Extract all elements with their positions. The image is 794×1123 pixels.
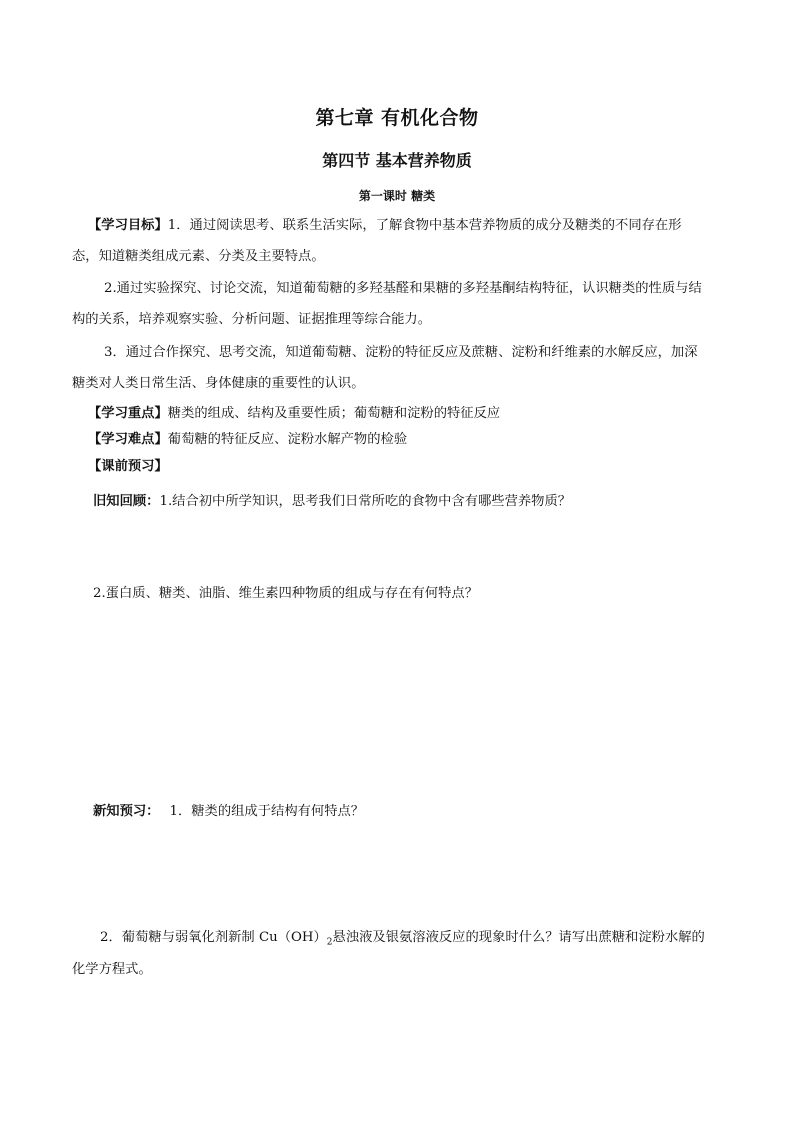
goals-line-4: 构的关系，培养观察实验、分析问题、证据推理等综合能力。: [72, 312, 432, 327]
goals-line-3: 2.通过实验探究、讨论交流，知道葡萄糖的多羟基醛和果糖的多羟基酮结构特征，认识糖类的性质与结: [104, 281, 702, 296]
key-points: 【学习重点】糖类的组成、结构及重要性质；葡萄糖和淀粉的特征反应: [88, 406, 501, 421]
preview-label: 【课前预习】: [88, 459, 168, 474]
difficulties: 【学习难点】葡萄糖的特征反应、淀粉水解产物的检验: [88, 432, 408, 447]
new-preview-label: 新知预习：: [93, 804, 160, 819]
goals-line-1: 【学习目标】1．通过阅读思考、联系生活实际，了解食物中基本营养物质的成分及糖类的不同存在形: [88, 218, 682, 233]
goals-line-2: 态，知道糖类组成元素、分类及主要特点。: [72, 249, 325, 264]
key-points-label: 【学习重点】: [88, 406, 168, 421]
new-preview-question-2: 2．葡萄糖与弱氧化剂新制 $Cu(OH)_2$悬浊液及银氨溶液反应的现象时什么？请写出蔗糖和淀粉水解的: [100, 930, 705, 948]
difficulties-label: 【学习难点】: [88, 432, 168, 447]
new-preview-question-2-cont: 化学方程式。: [72, 962, 152, 977]
section-title: 第四节 基本营养物质: [322, 151, 472, 170]
new-preview-question-1: 新知预习： 1．糖类的组成于结构有何特点？: [93, 804, 365, 819]
review-question-1: 旧知回顾：1.结合初中所学知识，思考我们日常所吃的食物中含有哪些营养物质？: [93, 494, 572, 509]
chapter-title: 第七章 有机化合物: [315, 107, 479, 129]
lesson-title: 第一课时 糖类: [358, 189, 436, 203]
goals-label: 【学习目标】: [88, 218, 168, 233]
review-question-2: 2.蛋白质、糖类、油脂、维生素四种物质的组成与存在有何特点？: [93, 586, 478, 601]
goals-line-6: 糖类对人类日常生活、身体健康的重要性的认识。: [72, 376, 365, 391]
goals-line-5: 3．通过合作探究、思考交流，知道葡萄糖、淀粉的特征反应及蔗糖、淀粉和纤维素的水解反应，加深: [104, 345, 698, 360]
review-label: 旧知回顾：: [93, 494, 160, 509]
